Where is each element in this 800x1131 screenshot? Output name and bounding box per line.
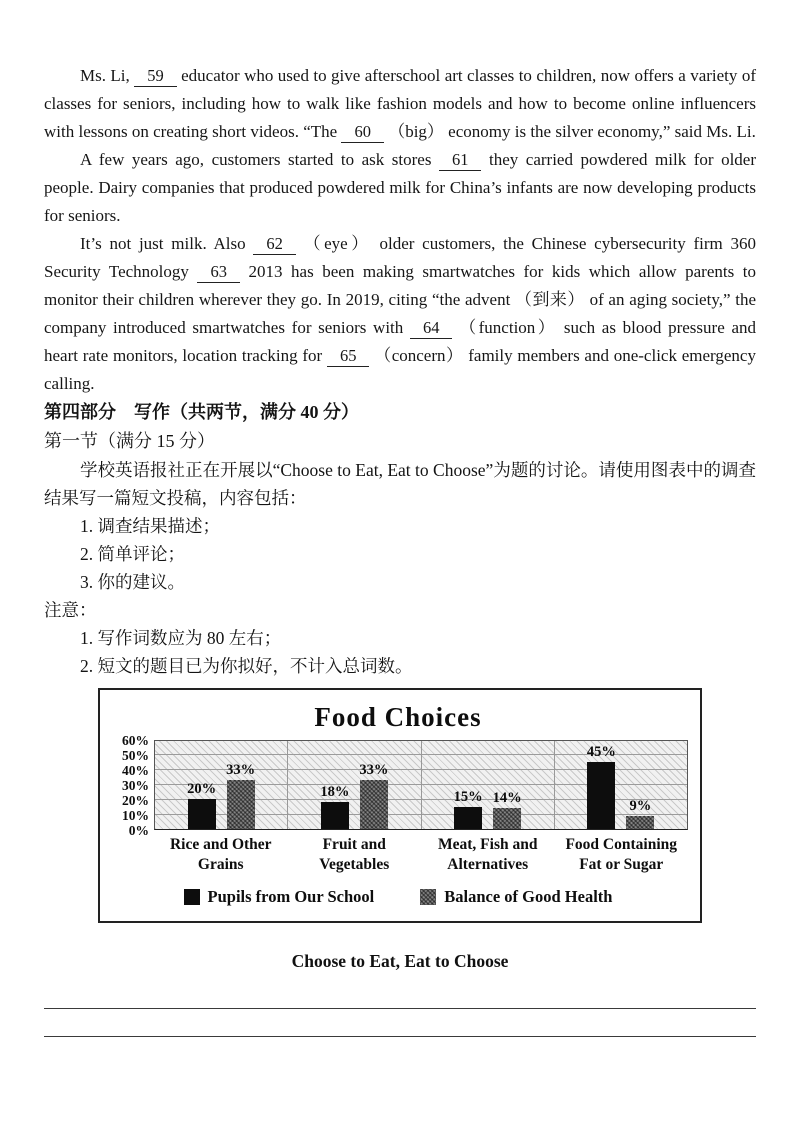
bar-value-label: 45% [586,743,616,760]
bar-good-health [626,816,654,830]
legend-item [420,887,612,907]
bar-wrapper [492,790,522,829]
essay-title: Choose to Eat, Eat to Choose [291,951,509,971]
bar-pupils-school [321,802,349,829]
bar-group [422,741,555,829]
legend-swatch-health-icon [420,889,436,905]
passage-paragraph-3: It’s not just milk. Also 62 （eye） older customers, the Chinese cybersecurity firm 360 Security Technology 63 2013 has been making smartwatches for kids which allow parents to monitor their children wherever they go. In 2019, citing “the advent （到来） of an aging society,” the company introduced smartwatches for seniors with 64 （function） such as blood pressure and heart rate monitors, location tracking for 65 （concern） family members and one-click emergency calling. [44,234,756,393]
task-point-3: 3. 你的建议。 [80,572,185,592]
bar-wrapper [586,743,616,830]
task-point-1: 1. 调查结果描述； [80,516,220,536]
cloze-blank: 61 [439,150,482,171]
y-axis [108,733,154,838]
category-label: Rice and Other Grains [169,836,272,873]
notice-item-2: 2. 短文的题目已为你拟好，不计入总词数。 [80,656,413,676]
bar-wrapper [359,761,389,830]
category-labels [154,835,688,875]
bar-value-label: 14% [492,790,522,806]
bar-value-label: 20% [187,781,217,797]
subsection-heading: 第一节（满分 15 分） [44,431,215,451]
y-tick-label: 30% [122,778,149,793]
chart-title: Food Choices [314,702,482,732]
category-label: Meat, Fish and Alternatives [438,836,538,873]
bar-group [288,741,421,829]
notice-label: 注意： [44,600,97,620]
food-choices-chart [98,688,702,923]
bar-wrapper [320,784,350,829]
writing-line-2 [44,1036,756,1037]
cloze-blank: 65 [327,346,370,367]
bar-wrapper [453,788,483,830]
cloze-blank: 59 [134,66,177,87]
cloze-blank: 64 [410,318,453,339]
bar-value-label: 33% [359,761,389,778]
task-prompt: 学校英语报社正在开展以“Choose to Eat, Eat to Choose”为题的讨论。请使用图表中的调查结果写一篇短文投稿，内容包括： [44,460,756,508]
cloze-blank: 60 [341,122,384,143]
legend-label: Pupils from Our School [207,887,375,906]
category-label: Fruit and Vegetables [319,836,390,873]
bar-value-label: 15% [453,788,483,805]
bar-group [155,741,288,829]
bar-value-label: 33% [226,761,256,778]
section-heading: 第四部分 写作（共两节，满分 40 分） [44,402,359,422]
writing-line-1 [44,1008,756,1009]
cloze-blank: 63 [197,262,240,283]
legend-swatch-school-icon [184,889,200,905]
legend-label: Balance of Good Health [444,887,613,906]
bar-pupils-school [188,799,216,829]
y-tick-label: 10% [122,808,149,823]
bar-wrapper [187,781,217,829]
y-tick-label: 40% [122,763,149,778]
y-tick-label: 50% [122,748,149,763]
legend-item [184,887,375,907]
passage-paragraph-2: A few years ago, customers started to ask stores 61 they carried powdered milk for older people. Dairy companies that produced powdered milk for China’s infants are now developing products for seniors. [44,150,756,225]
bar-group [555,741,687,829]
bar-wrapper [226,761,256,830]
bar-wrapper [626,797,654,830]
cloze-blank: 62 [253,234,296,255]
passage-paragraph-1: Ms. Li, 59 educator who used to give afterschool art classes to children, now offers a variety of classes for seniors, including how to walk like fashion models and how to become online influencers with lessons on creating short videos. “The 60 （big） economy is the silver economy,” said Ms. Li. [44,66,756,141]
y-tick-label: 20% [122,793,149,808]
bar-good-health [360,780,388,830]
writing-task-instructions [44,398,756,680]
chart-body [108,733,688,838]
bar-value-label: 18% [320,784,350,800]
y-tick-label: 60% [122,733,149,748]
bar-good-health [227,780,255,830]
bar-value-label: 9% [629,797,652,814]
category-label: Food Containing Fat or Sugar [565,836,678,873]
plot-area [154,740,688,830]
task-point-2: 2. 简单评论； [80,544,185,564]
bar-pupils-school [454,807,482,830]
bar-pupils-school [587,762,615,830]
notice-item-1: 1. 写作词数应为 80 左右； [80,628,282,648]
legend [108,887,688,907]
bar-good-health [493,808,521,829]
y-tick-label: 0% [128,823,149,838]
cloze-passage [44,62,756,398]
